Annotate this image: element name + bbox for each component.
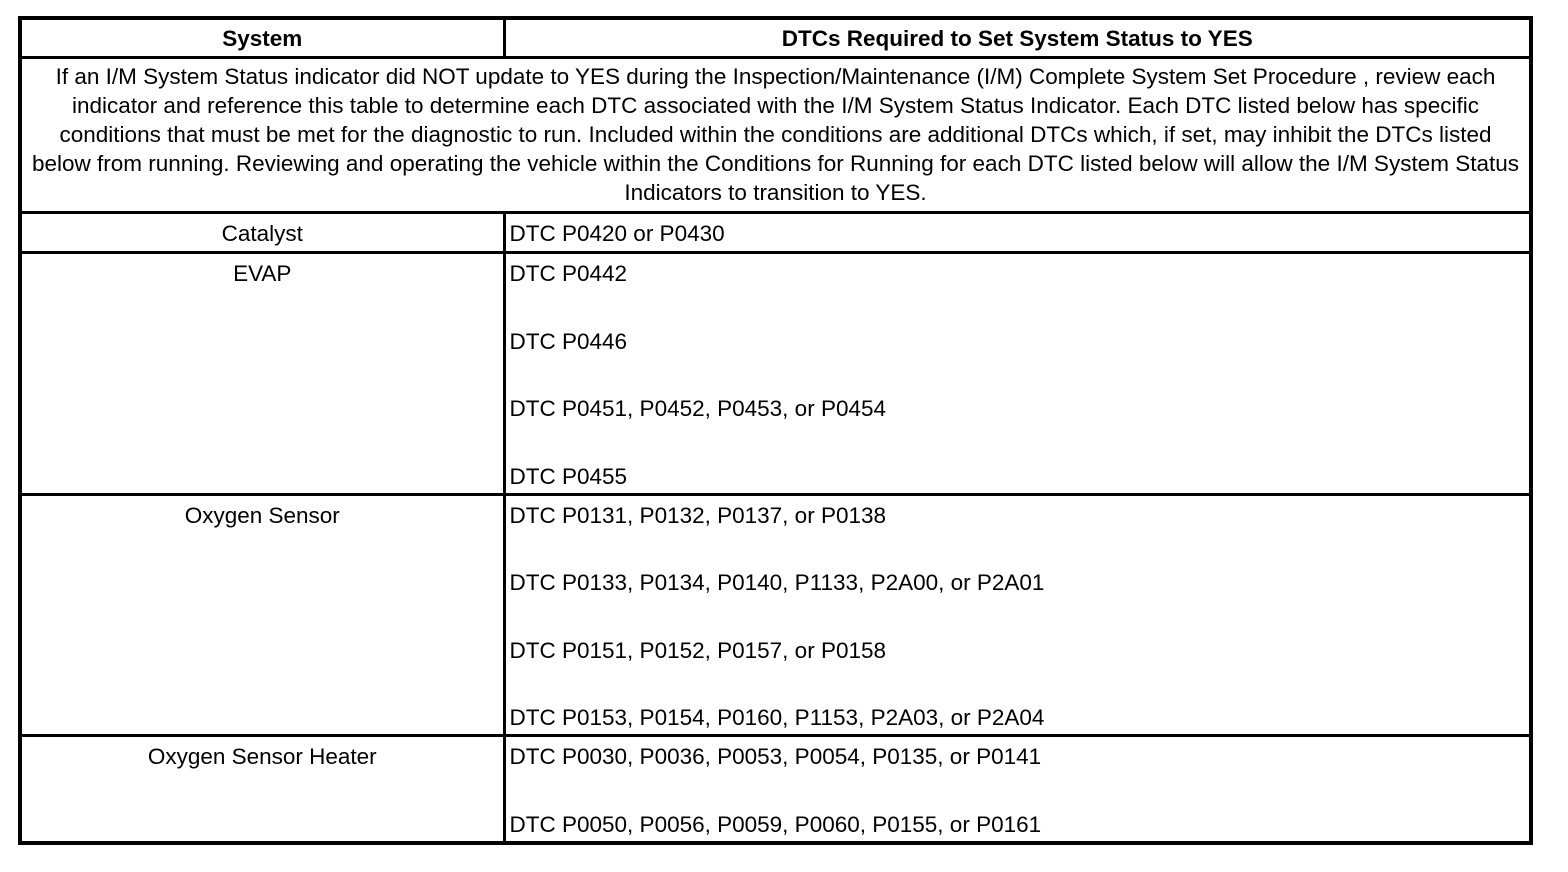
dtc-system-status-table [18,16,1533,845]
header-row [20,18,1531,58]
system-cell: EVAP [20,253,504,495]
header-dtcs: DTCs Required to Set System Status to YES [504,18,1531,58]
header-system: System [20,18,504,58]
system-cell: Oxygen Sensor Heater [20,736,504,843]
dtc-cell [504,494,1531,736]
dtc-cell [504,736,1531,843]
intro-row [20,58,1531,213]
intro-text: If an I/M System Status indicator did NOT update to YES during the Inspection/Maintenance (I/M) Complete System Set Procedure , review each indicator and reference this table to determine each DTC associated with the I/M System Status Indicator. Each DTC listed below has specific conditions that must be met for the diagnostic to run. Included within the conditions are additional DTCs which, if set, may inhibit the DTCs listed below from running. Reviewing and operating the vehicle within the Conditions for Running for each DTC listed below will allow the I/M System Status Indicators to transition to YES. [20,58,1531,213]
dtc-item: DTC P0446 [509,328,628,354]
dtc-item: DTC P0151, P0152, P0157, or P0158 [509,637,887,663]
dtc-item: DTC P0050, P0056, P0059, P0060, P0155, or P0161 [509,811,1042,837]
table-row-evap [20,253,1531,495]
dtc-item: DTC P0153, P0154, P0160, P1153, P2A03, or P2A04 [509,705,1045,730]
system-cell: Catalyst [20,213,504,253]
system-cell: Oxygen Sensor [20,494,504,736]
dtc-item: DTC P0455 [509,463,628,489]
dtc-cell [504,253,1531,495]
table-row-catalyst [20,213,1531,253]
dtc-item: DTC P0442 [509,261,628,286]
dtc-item: DTC P0420 or P0430 [509,221,725,246]
dtc-item: DTC P0030, P0036, P0053, P0054, P0135, or P0141 [509,744,1042,769]
table-row-oxygen-sensor-heater [20,736,1531,843]
dtc-item: DTC P0133, P0134, P0140, P1133, P2A00, or P2A01 [509,570,1045,595]
dtc-item: DTC P0451, P0452, P0453, or P0454 [509,396,887,421]
table-row-oxygen-sensor [20,494,1531,736]
dtc-cell [504,213,1531,253]
dtc-item: DTC P0131, P0132, P0137, or P0138 [509,502,887,528]
